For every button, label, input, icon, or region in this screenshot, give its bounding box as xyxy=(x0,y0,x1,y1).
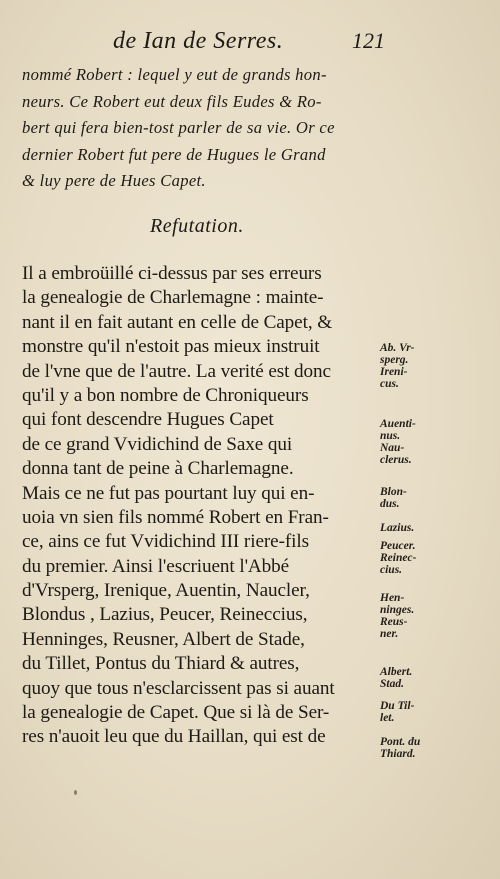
margin-note: Albert. Stad. xyxy=(380,666,413,690)
body-line: uoia vn sien fils nommé Robert en Fran- xyxy=(22,506,329,528)
body-line: monstre qu'il n'estoit pas mieux instruit xyxy=(22,336,320,358)
body-line: du premier. Ainsi l'escriuent l'Abbé xyxy=(22,555,290,577)
italic-line: neurs. Ce Robert eut deux fils Eudes & Ro- xyxy=(22,91,322,111)
italic-passage xyxy=(22,62,372,195)
running-head: de Ian de Serres. xyxy=(113,28,284,54)
page-number: 121 xyxy=(352,28,385,53)
margin-note: Ab. Vr- sperg. Ireni- cus. xyxy=(380,342,415,390)
body-line: qui font descendre Hugues Capet xyxy=(22,409,274,431)
italic-line: nommé Robert : lequel y eut de grands hon- xyxy=(22,65,327,84)
body-line: de ce grand Vvidichind de Saxe qui xyxy=(22,433,293,455)
body-line: Henninges, Reusner, Albert de Stade, xyxy=(22,628,305,650)
body-line: de l'vne que de l'autre. La verité est donc xyxy=(22,360,331,382)
italic-line: dernier Robert fut pere de Hugues le Grand xyxy=(22,144,326,164)
margin-note: Peucer. Reinec- cius. xyxy=(380,540,417,576)
body-line: qu'il y a bon nombre de Chroniqueurs xyxy=(22,384,309,406)
body-line: Il a embroüillé ci-dessus par ses erreurs xyxy=(22,263,322,284)
italic-line: & luy pere de Hues Capet. xyxy=(22,171,206,190)
margin-note: Pont. du Thiard. xyxy=(380,736,421,760)
body-paragraph xyxy=(22,262,382,750)
body-line: nant il en fait autant en celle de Capet, & xyxy=(22,311,333,333)
body-line: Blondus , Lazius, Peucer, Reineccius, xyxy=(22,604,308,626)
body-line: donna tant de peine à Charlemagne. xyxy=(22,458,294,480)
page-header xyxy=(0,28,500,58)
body-line: res n'auoit leu que du Haillan, qui est de xyxy=(22,726,326,748)
body-line: quoy que tous n'esclarcissent pas si auant xyxy=(22,677,335,699)
margin-note: Auenti- nus. Nau- clerus. xyxy=(380,418,416,466)
paper-speck xyxy=(74,790,77,795)
margin-note: Du Til- let. xyxy=(380,700,415,724)
body-line: d'Vrsperg, Irenique, Auentin, Naucler, xyxy=(22,580,310,602)
body-line: Mais ce ne fut pas pourtant luy qui en- xyxy=(22,482,315,504)
body-line: la genealogie de Charlemagne : mainte- xyxy=(22,287,324,309)
margin-note: Blon- dus. xyxy=(380,486,407,510)
body-line: du Tillet, Pontus du Thiard & autres, xyxy=(22,653,300,675)
margin-note: Lazius. xyxy=(380,522,415,534)
section-title: Refutation. xyxy=(150,215,244,237)
italic-line: bert qui fera bien-tost parler de sa vie. Or ce xyxy=(22,118,335,137)
margin-note: Hen- ninges. Reus- ner. xyxy=(380,592,415,640)
body-line: ce, ains ce fut Vvidichind III riere-fils xyxy=(22,531,309,553)
body-line: la genealogie de Capet. Que si là de Ser- xyxy=(22,702,330,724)
